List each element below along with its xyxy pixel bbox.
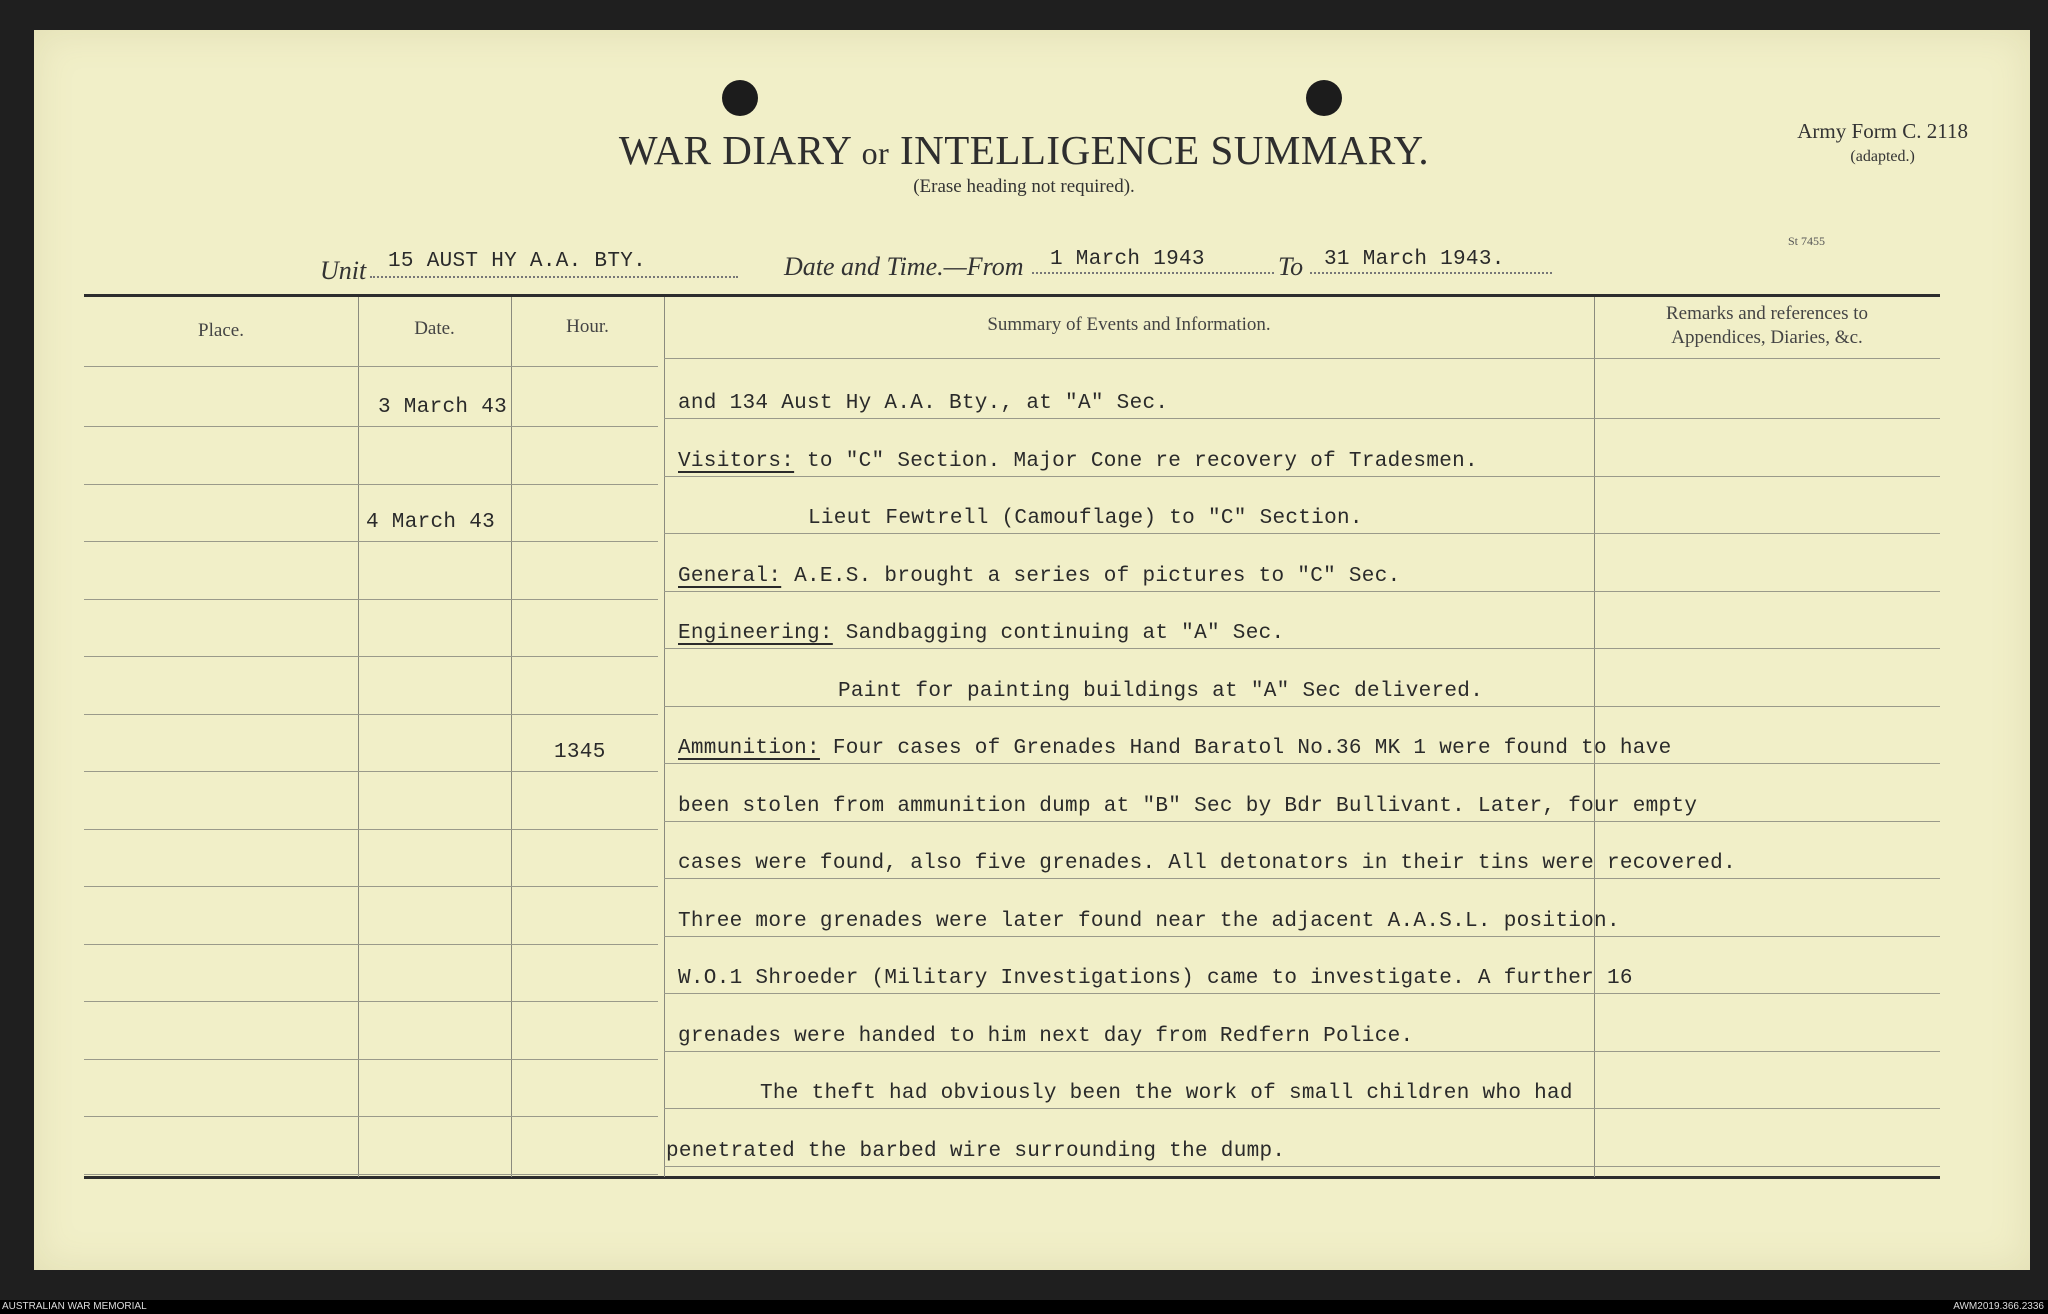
row-rule [84, 599, 658, 600]
entry-text [678, 565, 1401, 588]
row-rule [664, 648, 1594, 649]
row-rule [84, 1116, 658, 1117]
row-rule [1594, 821, 1940, 822]
divider-place-date [358, 297, 359, 1177]
row-rule [84, 366, 658, 367]
unit-dotline [370, 276, 738, 278]
row-rule [84, 484, 658, 485]
row-rule [1594, 993, 1940, 994]
entry-heading: Engineering: [678, 622, 833, 645]
army-form-block [1797, 118, 1968, 170]
row-rule [1594, 533, 1940, 534]
column-header-date: Date. [414, 318, 455, 339]
from-dotline [1032, 272, 1274, 274]
row-rule [84, 944, 658, 945]
entry-body: Paint for painting buildings at "A" Sec delivered. [838, 679, 1484, 703]
entry-text [678, 910, 1620, 933]
row-rule [84, 1174, 658, 1175]
row-rule [84, 829, 658, 830]
entry-heading: Visitors: [678, 449, 795, 473]
row-rule [84, 541, 658, 542]
row-rule [1594, 1051, 1940, 1052]
remarks-header-line2: Appendices, Diaries, &c. [1671, 327, 1863, 348]
stock-number: St 7455 [1788, 234, 1826, 248]
row-rule [664, 878, 1594, 879]
row-rule [1594, 1108, 1940, 1109]
remarks-header-line1: Remarks and references to [1665, 303, 1869, 324]
title-or: or [861, 135, 890, 171]
unit-value: 15 AUST HY A.A. BTY. [388, 250, 647, 273]
table-bottom-rule [84, 1176, 1940, 1179]
row-rule [84, 1001, 658, 1002]
row-rule [84, 656, 658, 657]
entry-body: grenades were handed to him next day from Redfern Police. [678, 1024, 1414, 1048]
row-rule [1594, 476, 1940, 477]
row-rule [664, 476, 1594, 477]
entry-text [678, 622, 1284, 645]
footer-bar [0, 1300, 2048, 1314]
row-rule [664, 763, 1594, 764]
row-rule [664, 1051, 1594, 1052]
entry-body: been stolen from ammunition dump at "B" Sec by Bdr Bullivant. Later, four empty [678, 794, 1698, 818]
row-rule [84, 886, 658, 887]
title-war-diary: WAR DIARY [618, 127, 851, 173]
row-rule [1594, 591, 1940, 592]
divider-date-hour [511, 297, 512, 1177]
entry-body: The theft had obviously been the work of small children who had [760, 1082, 1573, 1105]
row-rule [1594, 358, 1940, 359]
entry-heading: Ammunition: [678, 737, 820, 760]
entry-body: Sandbagging continuing at "A" Sec. [832, 622, 1285, 645]
column-header-hour: Hour. [566, 316, 609, 337]
row-rule [664, 936, 1594, 937]
row-rule [664, 358, 1594, 359]
column-header-remarks [1594, 302, 1940, 350]
row-rule [84, 426, 658, 427]
entry-text [678, 450, 1478, 473]
row-rule [84, 1059, 658, 1060]
row-rule [84, 714, 658, 715]
entry-hour: 1345 [554, 741, 606, 764]
army-form-number: Army Form C. 2118 [1797, 119, 1968, 143]
row-rule [84, 771, 658, 772]
to-label: To [1278, 252, 1304, 281]
row-rule [664, 1108, 1594, 1109]
row-rule [664, 1166, 1594, 1167]
row-rule [1594, 648, 1940, 649]
entry-body: Lieut Fewtrell (Camouflage) to "C" Section. [808, 507, 1363, 530]
entry-body: A.E.S. brought a series of pictures to "C" Sec. [781, 564, 1401, 588]
from-date-value: 1 March 1943 [1050, 248, 1205, 271]
to-date-value: 31 March 1943. [1324, 248, 1505, 271]
row-rule [664, 993, 1594, 994]
entry-heading: General: [678, 564, 782, 588]
entry-text [678, 967, 1633, 990]
entry-date: 3 March 43 [378, 396, 508, 419]
entry-text [678, 1025, 1413, 1048]
footer-accession: AWM2019.366.2336 [1953, 1301, 2044, 1312]
entry-date: 4 March 43 [366, 511, 496, 534]
entry-body: Three more grenades were later found near the adjacent A.A.S.L. position. [678, 909, 1620, 933]
title-intelligence-summary: INTELLIGENCE SUMMARY. [899, 127, 1430, 173]
entry-body: cases were found, also five grenades. All detonators in their tins were recovered. [678, 852, 1736, 875]
row-rule [664, 418, 1594, 419]
adapted-note: (adapted.) [1850, 148, 1915, 165]
punch-hole-right [1306, 80, 1342, 116]
entry-text [760, 1082, 1573, 1105]
row-rule [664, 706, 1594, 707]
entry-body: Four cases of Grenades Hand Baratol No.36 MK 1 were found to have [819, 737, 1672, 760]
row-rule [664, 533, 1594, 534]
column-header-summary: Summary of Events and Information. [987, 314, 1271, 335]
to-dotline [1310, 272, 1552, 274]
entry-text [808, 507, 1363, 530]
punch-hole-left [722, 80, 758, 116]
row-rule [1594, 878, 1940, 879]
subtitle: (Erase heading not required). [913, 176, 1135, 197]
entry-text [678, 737, 1671, 760]
row-rule [1594, 706, 1940, 707]
entry-text [678, 852, 1736, 875]
row-rule [1594, 763, 1940, 764]
row-rule [664, 591, 1594, 592]
entry-text [678, 795, 1697, 818]
entry-body: and 134 Aust Hy A.A. Bty., at "A" Sec. [678, 392, 1169, 415]
date-time-label: Date and Time.—From [784, 252, 1024, 281]
divider-hour-summary [664, 297, 665, 1177]
entry-body: penetrated the barbed wire surrounding the dump. [666, 1139, 1286, 1163]
page-title [0, 126, 2048, 174]
entry-text [678, 392, 1168, 415]
row-rule [1594, 936, 1940, 937]
entry-body: W.O.1 Shroeder (Military Investigations) came to investigate. A further 16 [678, 967, 1633, 990]
entry-text [838, 680, 1483, 703]
row-rule [664, 821, 1594, 822]
table-top-rule [84, 294, 1940, 297]
unit-label: Unit [320, 256, 367, 285]
entry-body: to "C" Section. Major Cone re recovery of Tradesmen. [794, 449, 1478, 473]
footer-source: AUSTRALIAN WAR MEMORIAL [2, 1301, 147, 1312]
row-rule [1594, 418, 1940, 419]
row-rule [1594, 1166, 1940, 1167]
entry-text [666, 1140, 1285, 1163]
column-header-place: Place. [198, 320, 244, 341]
